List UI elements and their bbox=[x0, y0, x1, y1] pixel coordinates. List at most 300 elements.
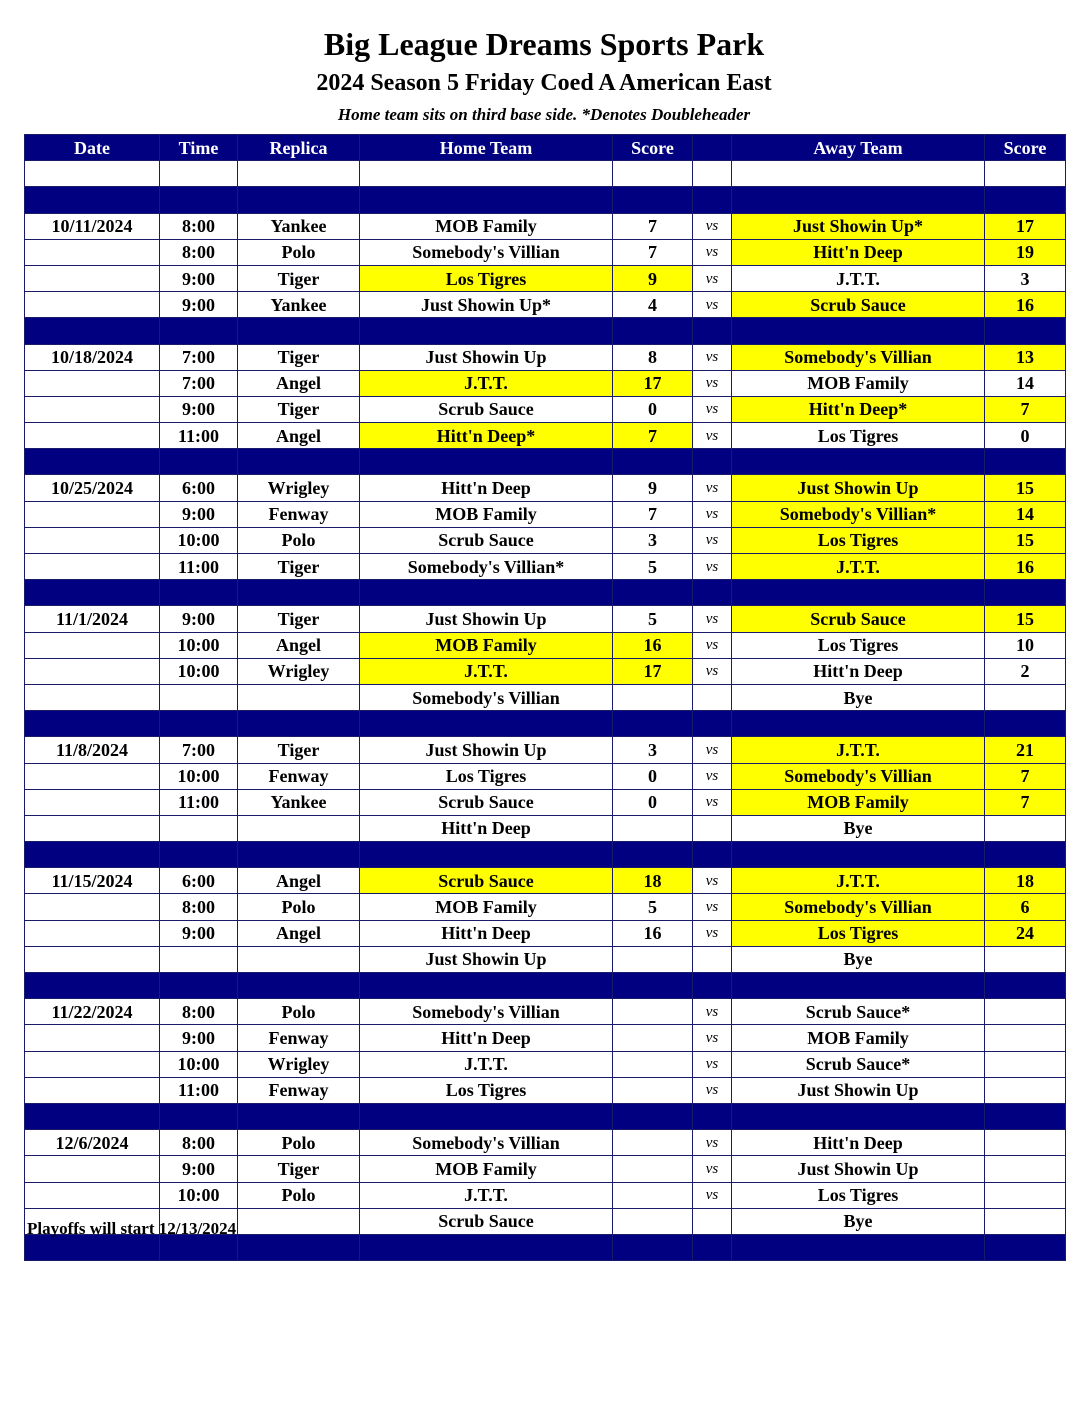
cell-date bbox=[25, 920, 160, 946]
header-away-team: Away Team bbox=[732, 135, 985, 161]
game-row bbox=[25, 606, 1066, 632]
cell-home-team: Scrub Sauce bbox=[360, 868, 613, 894]
cell-date bbox=[25, 265, 160, 291]
cell-away-team bbox=[732, 161, 985, 187]
game-row bbox=[25, 946, 1066, 972]
cell-home-score bbox=[613, 1130, 693, 1156]
cell-away-team: Scrub Sauce* bbox=[732, 999, 985, 1025]
cell-vs: vs bbox=[693, 1182, 732, 1208]
cell-replica: Tiger bbox=[238, 737, 360, 763]
cell-home-team: MOB Family bbox=[360, 894, 613, 920]
cell-home-score: 17 bbox=[613, 658, 693, 684]
game-row bbox=[25, 815, 1066, 841]
cell-away-team: Hitt'n Deep bbox=[732, 658, 985, 684]
cell-replica: Angel bbox=[238, 423, 360, 449]
cell-vs: vs bbox=[693, 632, 732, 658]
cell-time: 10:00 bbox=[160, 527, 238, 553]
cell-date bbox=[25, 763, 160, 789]
cell-date: 10/25/2024 bbox=[25, 475, 160, 501]
cell-home-team: Somebody's Villian bbox=[360, 684, 613, 710]
cell-replica: Tiger bbox=[238, 1156, 360, 1182]
cell-vs: vs bbox=[693, 894, 732, 920]
cell-away-score: 16 bbox=[985, 292, 1066, 318]
cell-vs: vs bbox=[693, 423, 732, 449]
cell-time bbox=[160, 449, 238, 475]
cell-date bbox=[25, 396, 160, 422]
cell-vs: vs bbox=[693, 475, 732, 501]
cell-away-team: Just Showin Up bbox=[732, 1077, 985, 1103]
cell-home-score bbox=[613, 842, 693, 868]
cell-home-team: J.T.T. bbox=[360, 1182, 613, 1208]
cell-time: 7:00 bbox=[160, 737, 238, 763]
cell-home-score bbox=[613, 580, 693, 606]
header-home-score: Score bbox=[613, 135, 693, 161]
cell-home-team bbox=[360, 449, 613, 475]
cell-away-team: Los Tigres bbox=[732, 527, 985, 553]
game-row bbox=[25, 658, 1066, 684]
cell-home-team bbox=[360, 1234, 613, 1260]
cell-date bbox=[25, 894, 160, 920]
cell-time: 10:00 bbox=[160, 632, 238, 658]
cell-time: 6:00 bbox=[160, 868, 238, 894]
cell-home-score bbox=[613, 1182, 693, 1208]
cell-away-score: 16 bbox=[985, 554, 1066, 580]
cell-home-score: 9 bbox=[613, 265, 693, 291]
cell-replica bbox=[238, 1208, 360, 1234]
cell-home-team: Just Showin Up bbox=[360, 737, 613, 763]
cell-date bbox=[25, 187, 160, 213]
game-row bbox=[25, 894, 1066, 920]
cell-away-score: 18 bbox=[985, 868, 1066, 894]
cell-vs: vs bbox=[693, 789, 732, 815]
cell-vs: vs bbox=[693, 239, 732, 265]
cell-replica: Wrigley bbox=[238, 658, 360, 684]
game-row bbox=[25, 344, 1066, 370]
cell-home-score bbox=[613, 1103, 693, 1129]
cell-home-team: Hitt'n Deep* bbox=[360, 423, 613, 449]
cell-away-score: 21 bbox=[985, 737, 1066, 763]
cell-replica: Tiger bbox=[238, 396, 360, 422]
cell-vs: vs bbox=[693, 920, 732, 946]
cell-vs bbox=[693, 318, 732, 344]
cell-away-score: 17 bbox=[985, 213, 1066, 239]
cell-date: 11/22/2024 bbox=[25, 999, 160, 1025]
cell-replica bbox=[238, 318, 360, 344]
cell-time: 10:00 bbox=[160, 763, 238, 789]
cell-date bbox=[25, 1182, 160, 1208]
cell-home-team: Los Tigres bbox=[360, 1077, 613, 1103]
cell-replica bbox=[238, 161, 360, 187]
cell-vs: vs bbox=[693, 501, 732, 527]
cell-home-score: 0 bbox=[613, 789, 693, 815]
cell-replica: Polo bbox=[238, 999, 360, 1025]
cell-away-score bbox=[985, 1051, 1066, 1077]
game-row bbox=[25, 999, 1066, 1025]
week-separator-row bbox=[25, 580, 1066, 606]
cell-home-team bbox=[360, 842, 613, 868]
cell-home-score bbox=[613, 1025, 693, 1051]
week-separator-row bbox=[25, 1103, 1066, 1129]
cell-date: 11/15/2024 bbox=[25, 868, 160, 894]
cell-home-team: Hitt'n Deep bbox=[360, 920, 613, 946]
cell-home-team: Scrub Sauce bbox=[360, 789, 613, 815]
cell-vs: vs bbox=[693, 396, 732, 422]
cell-date bbox=[25, 789, 160, 815]
cell-vs: vs bbox=[693, 1051, 732, 1077]
game-row bbox=[25, 920, 1066, 946]
cell-vs: vs bbox=[693, 213, 732, 239]
cell-away-team bbox=[732, 711, 985, 737]
cell-home-team: Hitt'n Deep bbox=[360, 815, 613, 841]
game-row bbox=[25, 684, 1066, 710]
cell-date: 11/1/2024 bbox=[25, 606, 160, 632]
cell-vs bbox=[693, 1103, 732, 1129]
cell-vs bbox=[693, 973, 732, 999]
cell-away-score bbox=[985, 449, 1066, 475]
cell-date bbox=[25, 1156, 160, 1182]
cell-home-team: Just Showin Up bbox=[360, 946, 613, 972]
header-replica: Replica bbox=[238, 135, 360, 161]
cell-date bbox=[25, 318, 160, 344]
cell-home-score: 3 bbox=[613, 527, 693, 553]
cell-away-score bbox=[985, 1077, 1066, 1103]
cell-time: 9:00 bbox=[160, 501, 238, 527]
cell-date bbox=[25, 161, 160, 187]
cell-home-score: 5 bbox=[613, 894, 693, 920]
cell-home-score: 3 bbox=[613, 737, 693, 763]
cell-time bbox=[160, 946, 238, 972]
game-row bbox=[25, 868, 1066, 894]
cell-away-team: Hitt'n Deep bbox=[732, 1130, 985, 1156]
cell-home-team: MOB Family bbox=[360, 501, 613, 527]
cell-home-team: Just Showin Up bbox=[360, 344, 613, 370]
cell-time: 9:00 bbox=[160, 1156, 238, 1182]
cell-away-score: 7 bbox=[985, 763, 1066, 789]
cell-replica: Polo bbox=[238, 1182, 360, 1208]
cell-date bbox=[25, 658, 160, 684]
cell-away-team: Bye bbox=[732, 815, 985, 841]
cell-vs: vs bbox=[693, 1025, 732, 1051]
cell-away-team: MOB Family bbox=[732, 370, 985, 396]
cell-away-score: 13 bbox=[985, 344, 1066, 370]
cell-away-team: Scrub Sauce* bbox=[732, 1051, 985, 1077]
cell-home-score bbox=[613, 1208, 693, 1234]
cell-away-team: Bye bbox=[732, 946, 985, 972]
cell-home-team: Somebody's Villian* bbox=[360, 554, 613, 580]
cell-home-team bbox=[360, 187, 613, 213]
cell-time bbox=[160, 684, 238, 710]
cell-away-team bbox=[732, 842, 985, 868]
cell-replica bbox=[238, 973, 360, 999]
cell-away-score: 19 bbox=[985, 239, 1066, 265]
cell-time: 9:00 bbox=[160, 396, 238, 422]
cell-time: 8:00 bbox=[160, 999, 238, 1025]
cell-home-team: Los Tigres bbox=[360, 265, 613, 291]
cell-replica: Wrigley bbox=[238, 475, 360, 501]
cell-away-score bbox=[985, 1156, 1066, 1182]
cell-away-score: 14 bbox=[985, 370, 1066, 396]
schedule-table bbox=[24, 134, 1066, 1261]
cell-home-score bbox=[613, 711, 693, 737]
cell-home-score bbox=[613, 1234, 693, 1260]
cell-away-team: Somebody's Villian* bbox=[732, 501, 985, 527]
game-row bbox=[25, 1182, 1066, 1208]
header-away-score: Score bbox=[985, 135, 1066, 161]
cell-home-team bbox=[360, 580, 613, 606]
cell-home-team: Scrub Sauce bbox=[360, 1208, 613, 1234]
cell-away-team: Somebody's Villian bbox=[732, 894, 985, 920]
cell-replica: Polo bbox=[238, 527, 360, 553]
game-row bbox=[25, 789, 1066, 815]
cell-replica: Angel bbox=[238, 920, 360, 946]
game-row bbox=[25, 1025, 1066, 1051]
cell-home-team: Hitt'n Deep bbox=[360, 1025, 613, 1051]
cell-home-team: Hitt'n Deep bbox=[360, 475, 613, 501]
cell-away-score: 24 bbox=[985, 920, 1066, 946]
cell-away-score: 10 bbox=[985, 632, 1066, 658]
cell-time: 7:00 bbox=[160, 370, 238, 396]
cell-date: 10/11/2024 bbox=[25, 213, 160, 239]
cell-away-score bbox=[985, 1182, 1066, 1208]
cell-vs bbox=[693, 580, 732, 606]
cell-date bbox=[25, 449, 160, 475]
cell-time: 6:00 bbox=[160, 475, 238, 501]
cell-replica: Fenway bbox=[238, 1025, 360, 1051]
cell-away-score bbox=[985, 711, 1066, 737]
week-separator-row bbox=[25, 973, 1066, 999]
cell-home-score bbox=[613, 187, 693, 213]
cell-replica: Yankee bbox=[238, 292, 360, 318]
page-subtitle: 2024 Season 5 Friday Coed A American East bbox=[316, 70, 772, 96]
game-row bbox=[25, 632, 1066, 658]
week-separator-row bbox=[25, 187, 1066, 213]
cell-vs bbox=[693, 684, 732, 710]
cell-date: 12/6/2024 bbox=[25, 1130, 160, 1156]
cell-time: 9:00 bbox=[160, 606, 238, 632]
cell-replica bbox=[238, 187, 360, 213]
cell-replica: Tiger bbox=[238, 606, 360, 632]
cell-date bbox=[25, 632, 160, 658]
cell-replica: Fenway bbox=[238, 1077, 360, 1103]
cell-time bbox=[160, 711, 238, 737]
cell-date bbox=[25, 842, 160, 868]
cell-date: 10/18/2024 bbox=[25, 344, 160, 370]
cell-date bbox=[25, 1051, 160, 1077]
header-vs bbox=[693, 135, 732, 161]
cell-away-team: Los Tigres bbox=[732, 632, 985, 658]
game-row bbox=[25, 1051, 1066, 1077]
game-row bbox=[25, 423, 1066, 449]
cell-date bbox=[25, 711, 160, 737]
cell-time bbox=[160, 815, 238, 841]
game-row bbox=[25, 737, 1066, 763]
cell-home-team: Just Showin Up bbox=[360, 606, 613, 632]
cell-away-team: J.T.T. bbox=[732, 868, 985, 894]
cell-time: 11:00 bbox=[160, 554, 238, 580]
cell-replica bbox=[238, 1103, 360, 1129]
cell-replica: Tiger bbox=[238, 344, 360, 370]
cell-vs: vs bbox=[693, 658, 732, 684]
cell-vs: vs bbox=[693, 999, 732, 1025]
cell-home-score: 16 bbox=[613, 920, 693, 946]
cell-date bbox=[25, 501, 160, 527]
cell-home-team bbox=[360, 973, 613, 999]
cell-vs bbox=[693, 815, 732, 841]
cell-home-score: 18 bbox=[613, 868, 693, 894]
cell-home-score bbox=[613, 1051, 693, 1077]
cell-home-score bbox=[613, 815, 693, 841]
cell-home-score: 7 bbox=[613, 423, 693, 449]
cell-time: 9:00 bbox=[160, 920, 238, 946]
cell-home-team: MOB Family bbox=[360, 213, 613, 239]
cell-home-score: 9 bbox=[613, 475, 693, 501]
cell-time bbox=[160, 842, 238, 868]
cell-away-score bbox=[985, 1025, 1066, 1051]
cell-time: 11:00 bbox=[160, 423, 238, 449]
cell-vs: vs bbox=[693, 554, 732, 580]
cell-vs: vs bbox=[693, 265, 732, 291]
cell-away-team: MOB Family bbox=[732, 789, 985, 815]
cell-replica: Angel bbox=[238, 370, 360, 396]
cell-away-team bbox=[732, 973, 985, 999]
cell-away-score: 7 bbox=[985, 789, 1066, 815]
cell-away-score bbox=[985, 815, 1066, 841]
game-row bbox=[25, 501, 1066, 527]
cell-away-score: 15 bbox=[985, 475, 1066, 501]
cell-time bbox=[160, 580, 238, 606]
cell-date bbox=[25, 580, 160, 606]
cell-away-team: Hitt'n Deep* bbox=[732, 396, 985, 422]
cell-vs: vs bbox=[693, 370, 732, 396]
cell-home-score: 0 bbox=[613, 763, 693, 789]
cell-replica: Tiger bbox=[238, 265, 360, 291]
cell-away-score bbox=[985, 1208, 1066, 1234]
cell-replica bbox=[238, 842, 360, 868]
cell-away-score bbox=[985, 580, 1066, 606]
cell-away-team: Just Showin Up bbox=[732, 475, 985, 501]
cell-away-team: Scrub Sauce bbox=[732, 292, 985, 318]
cell-home-score bbox=[613, 999, 693, 1025]
cell-date bbox=[25, 554, 160, 580]
playoffs-note: Playoffs will start 12/13/2024 bbox=[27, 1219, 237, 1238]
cell-home-score bbox=[613, 161, 693, 187]
header-home-team: Home Team bbox=[360, 135, 613, 161]
cell-replica: Angel bbox=[238, 868, 360, 894]
cell-home-team bbox=[360, 711, 613, 737]
cell-away-score bbox=[985, 1234, 1066, 1260]
cell-away-team: Bye bbox=[732, 1208, 985, 1234]
cell-home-score: 17 bbox=[613, 370, 693, 396]
cell-home-score bbox=[613, 1156, 693, 1182]
header-date: Date bbox=[25, 135, 160, 161]
cell-time bbox=[160, 1103, 238, 1129]
cell-vs: vs bbox=[693, 737, 732, 763]
cell-away-team: J.T.T. bbox=[732, 737, 985, 763]
week-separator-row bbox=[25, 449, 1066, 475]
cell-replica: Wrigley bbox=[238, 1051, 360, 1077]
cell-home-team: Scrub Sauce bbox=[360, 396, 613, 422]
cell-vs bbox=[693, 1208, 732, 1234]
cell-date bbox=[25, 292, 160, 318]
cell-replica bbox=[238, 580, 360, 606]
game-row bbox=[25, 1130, 1066, 1156]
cell-away-score bbox=[985, 318, 1066, 344]
cell-time bbox=[160, 973, 238, 999]
cell-home-team: J.T.T. bbox=[360, 658, 613, 684]
game-row bbox=[25, 370, 1066, 396]
game-row bbox=[25, 527, 1066, 553]
cell-home-score bbox=[613, 684, 693, 710]
cell-vs: vs bbox=[693, 1077, 732, 1103]
cell-vs bbox=[693, 946, 732, 972]
cell-home-team: MOB Family bbox=[360, 1156, 613, 1182]
schedule-body bbox=[25, 161, 1066, 1261]
cell-away-score bbox=[985, 187, 1066, 213]
cell-replica bbox=[238, 684, 360, 710]
cell-vs: vs bbox=[693, 1130, 732, 1156]
cell-away-team: Scrub Sauce bbox=[732, 606, 985, 632]
cell-home-team: Just Showin Up* bbox=[360, 292, 613, 318]
cell-away-score bbox=[985, 1103, 1066, 1129]
cell-time: 8:00 bbox=[160, 894, 238, 920]
cell-date bbox=[25, 423, 160, 449]
cell-vs bbox=[693, 161, 732, 187]
cell-away-team: Just Showin Up* bbox=[732, 213, 985, 239]
cell-vs: vs bbox=[693, 868, 732, 894]
cell-replica: Yankee bbox=[238, 213, 360, 239]
cell-away-team: Just Showin Up bbox=[732, 1156, 985, 1182]
game-row bbox=[25, 239, 1066, 265]
cell-time bbox=[160, 161, 238, 187]
cell-date bbox=[25, 1103, 160, 1129]
cell-home-team: Somebody's Villian bbox=[360, 1130, 613, 1156]
cell-date bbox=[25, 1077, 160, 1103]
cell-vs bbox=[693, 1234, 732, 1260]
cell-replica: Polo bbox=[238, 239, 360, 265]
cell-replica: Fenway bbox=[238, 501, 360, 527]
cell-away-team bbox=[732, 580, 985, 606]
cell-away-team bbox=[732, 1103, 985, 1129]
cell-date bbox=[25, 239, 160, 265]
cell-away-team: Los Tigres bbox=[732, 423, 985, 449]
cell-home-score: 5 bbox=[613, 554, 693, 580]
cell-vs: vs bbox=[693, 344, 732, 370]
cell-vs bbox=[693, 187, 732, 213]
cell-away-team: Somebody's Villian bbox=[732, 344, 985, 370]
cell-time: 7:00 bbox=[160, 344, 238, 370]
game-row bbox=[25, 554, 1066, 580]
cell-home-team: Somebody's Villian bbox=[360, 999, 613, 1025]
week-separator-row bbox=[25, 711, 1066, 737]
cell-vs: vs bbox=[693, 606, 732, 632]
cell-date bbox=[25, 946, 160, 972]
page-note: Home team sits on third base side. *Denotes Doubleheader bbox=[337, 105, 751, 124]
cell-time bbox=[160, 318, 238, 344]
cell-away-score bbox=[985, 842, 1066, 868]
cell-home-score: 8 bbox=[613, 344, 693, 370]
cell-away-team: Somebody's Villian bbox=[732, 763, 985, 789]
cell-away-score: 15 bbox=[985, 527, 1066, 553]
cell-away-team: Los Tigres bbox=[732, 920, 985, 946]
cell-time: 8:00 bbox=[160, 1130, 238, 1156]
cell-replica: Polo bbox=[238, 894, 360, 920]
cell-home-team: Los Tigres bbox=[360, 763, 613, 789]
cell-home-score: 7 bbox=[613, 239, 693, 265]
cell-away-score bbox=[985, 684, 1066, 710]
page-title: Big League Dreams Sports Park bbox=[323, 26, 765, 62]
cell-vs bbox=[693, 842, 732, 868]
cell-replica: Polo bbox=[238, 1130, 360, 1156]
